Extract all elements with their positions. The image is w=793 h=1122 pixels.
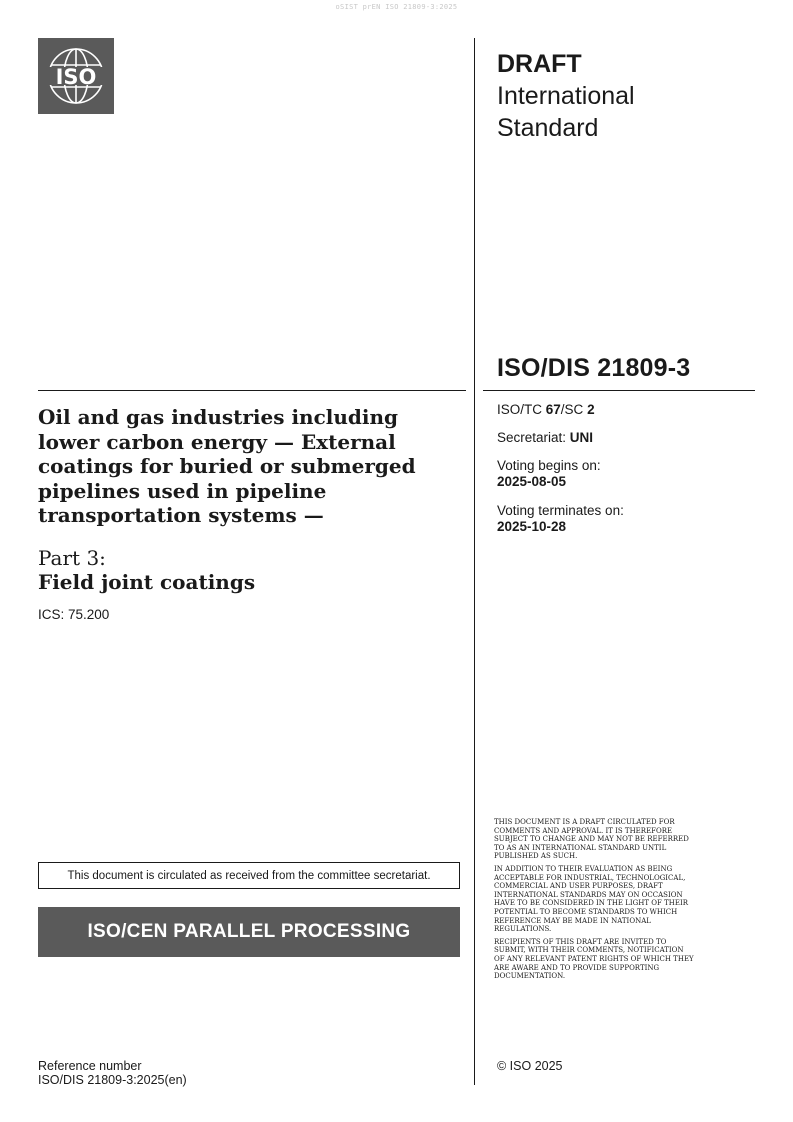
- logo-text: ISO: [55, 65, 97, 89]
- notice-paragraph: THIS DOCUMENT IS A DRAFT CIRCULATED FOR COMMENTS AND APPROVAL. IT IS THEREFORE SUBJECT TO CHANGE AND MAY NOT BE REFERRED TO AS AN INTERNATIONAL STANDARD UNTIL PUBLISHED AS SUCH.: [494, 818, 689, 861]
- voting-terminates-date: 2025-10-28: [497, 519, 567, 534]
- draft-notice: [494, 818, 694, 985]
- globe-icon: [38, 38, 114, 114]
- standard-label: Standard: [497, 114, 599, 142]
- standard-number: ISO/DIS 21809-3: [497, 354, 691, 382]
- iso-logo: [38, 38, 114, 114]
- header-watermark: oSIST prEN ISO 21809-3:2025: [335, 3, 458, 11]
- draft-label: DRAFT: [497, 50, 582, 78]
- voting-begins: Voting begins on: 2025-08-05: [497, 458, 601, 489]
- document-title: Oil and gas industries including lower carbon energy — External coatings for buried or submerged pipelines used in pipeline transportation systems —: [38, 405, 416, 527]
- part-title: [38, 546, 458, 594]
- circulated-note: This document is circulated as received from the committee secretariat.: [38, 862, 460, 889]
- notice-paragraph: RECIPIENTS OF THIS DRAFT ARE INVITED TO SUBMIT, WITH THEIR COMMENTS, NOTIFICATION OF ANY RELEVANT PATENT RIGHTS OF WHICH THEY ARE AWARE AND TO PROVIDE SUPPORTING DOCUMENTATION.: [494, 937, 694, 981]
- international-label: International: [497, 82, 635, 110]
- voting-terminates: Voting terminates on: 2025-10-28: [497, 503, 624, 534]
- secretariat: Secretariat: UNI: [497, 430, 594, 445]
- voting-begins-date: 2025-08-05: [497, 474, 567, 489]
- reference-number: Reference number ISO/DIS 21809-3:2025(en): [38, 1059, 187, 1087]
- copyright: © ISO 2025: [497, 1059, 563, 1073]
- committee: ISO/TC 67/SC 2: [497, 402, 595, 417]
- notice-paragraph: IN ADDITION TO THEIR EVALUATION AS BEING ACCEPTABLE FOR INDUSTRIAL, TECHNOLOGICAL, COMMERCIAL AND USER PURPOSES, DRAFT INTERNATIONAL STANDARDS MAY ON OCCASION HAVE TO BE CONSIDERED IN THE LIGHT OF THEIR POTENTIAL TO BECOME STANDARDS TO WHICH REFERENCE MAY BE MADE IN NATIONAL REGULATIONS.: [494, 864, 689, 934]
- left-rule: [38, 390, 466, 391]
- ics-code: ICS: 75.200: [38, 607, 110, 622]
- right-rule: [483, 390, 755, 391]
- parallel-processing-banner: ISO/CEN PARALLEL PROCESSING: [38, 907, 460, 957]
- part-name: Field joint coatings: [38, 570, 256, 594]
- document-type: [497, 48, 635, 144]
- column-divider: [474, 38, 475, 1085]
- part-label: Part 3:: [38, 546, 106, 570]
